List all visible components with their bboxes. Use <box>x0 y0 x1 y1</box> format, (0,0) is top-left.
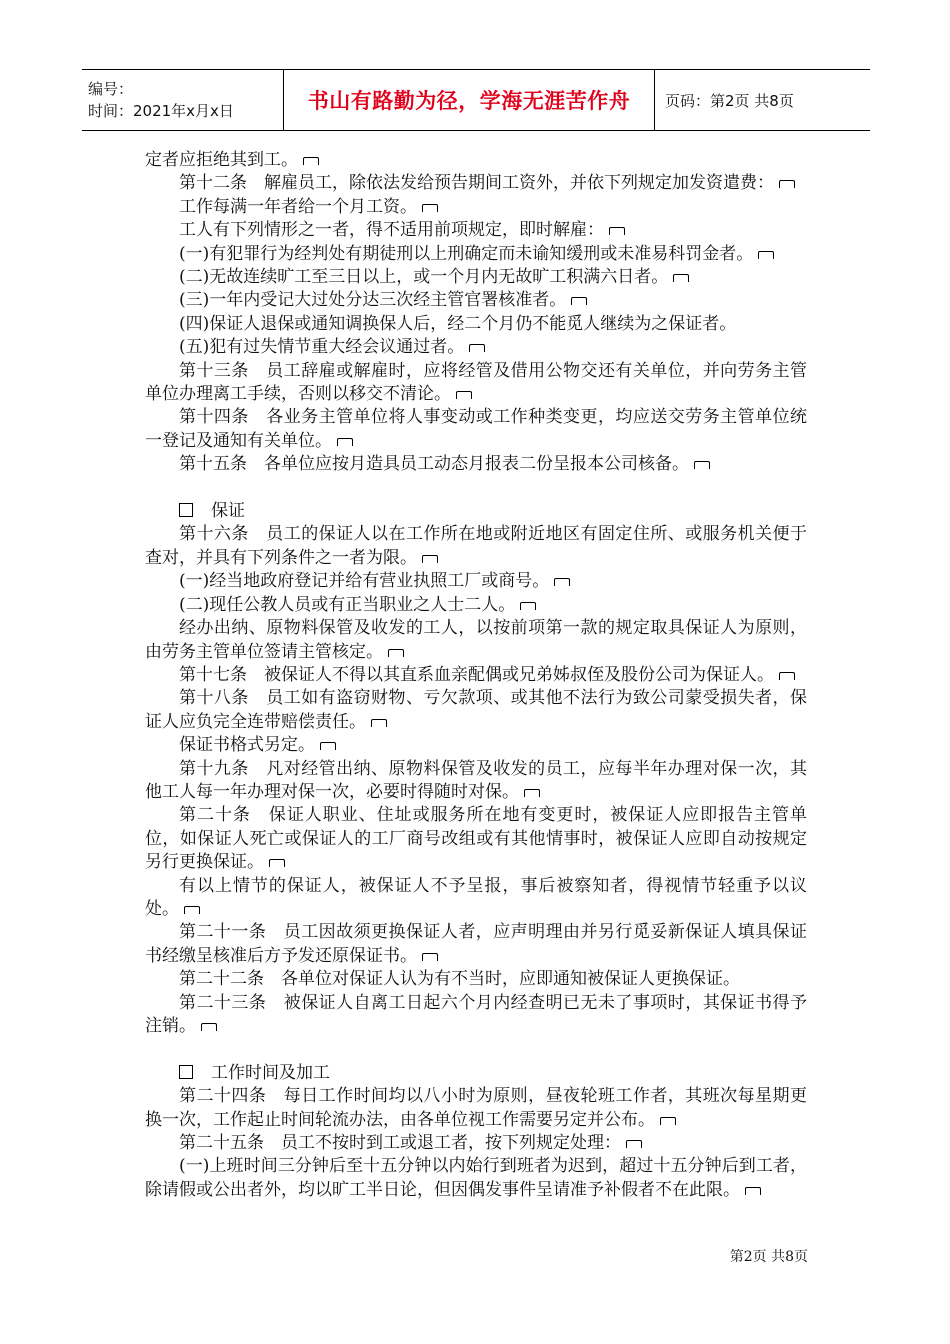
paragraph-text: 经办出纳、原物料保管及收发的工人，以按前项第一款的规定取具保证人为原则，由劳务主管单位签请主管核定。 <box>145 618 807 662</box>
checkbox-icon <box>179 503 193 517</box>
paragraph <box>145 734 807 757</box>
section-spacer <box>145 1038 807 1061</box>
paragraph-mark-icon <box>388 649 404 657</box>
paragraph <box>145 921 807 968</box>
paragraph <box>145 1155 807 1202</box>
paragraph-mark-icon <box>320 742 336 750</box>
paragraph <box>145 804 807 874</box>
paragraph <box>145 1085 807 1132</box>
paragraph <box>145 149 807 172</box>
header-page-info: 页码：第2页 共8页 <box>665 91 794 110</box>
paragraph <box>145 758 807 805</box>
paragraph-text: 第十八条 员工如有盗窃财物、亏欠款项、或其他不法行为致公司蒙受损失者，保证人应负完全连带赔偿责任。 <box>145 688 807 732</box>
paragraph-mark-icon <box>422 953 438 961</box>
page-footer <box>730 1246 808 1266</box>
article-group-dismissal <box>145 149 807 477</box>
paragraph <box>145 406 807 453</box>
paragraph-text: 第二十四条 每日工作时间均以八小时为原则，昼夜轮班工作者，其班次每星期更换一次，工作起止时间轮流办法，由各单位视工作需要另定并公布。 <box>145 1086 807 1130</box>
section-title: 保证 <box>211 501 245 522</box>
paragraph-mark-icon <box>779 180 795 188</box>
section-spacer <box>145 477 807 500</box>
header-page-info-cell <box>655 70 870 130</box>
paragraph <box>145 266 807 289</box>
paragraph-text: (一)经当地政府登记并给有营业执照工厂或商号。 <box>179 571 550 592</box>
paragraph-mark-icon <box>469 344 485 352</box>
paragraph <box>145 336 807 359</box>
paragraph-text: 第十二条 解雇员工，除依法发给预告期间工资外，并依下列规定加发资遣费： <box>179 173 774 194</box>
paragraph-text: 第二十五条 员工不按时到工或退工者，按下列规定处理： <box>179 1133 621 1154</box>
paragraph <box>145 594 807 617</box>
paragraph <box>145 453 807 476</box>
paragraph <box>145 617 807 664</box>
paragraph-text: (二)无故连续旷工至三日以上，或一个月内无故旷工积满六日者。 <box>179 267 669 288</box>
paragraph-mark-icon <box>779 672 795 680</box>
paragraph <box>145 875 807 922</box>
header-meta <box>82 70 283 130</box>
paragraph <box>145 289 807 312</box>
paragraph <box>145 1132 807 1155</box>
paragraph-mark-icon <box>626 1140 642 1148</box>
paragraph-text: (四)保证人退保或通知调换保人后，经二个月仍不能觅人继续为之保证者。 <box>179 313 737 334</box>
paragraph-text: 第十五条 各单位应按月造具员工动态月报表二份呈报本公司核备。 <box>179 454 689 475</box>
paragraph-mark-icon <box>337 438 353 446</box>
paragraph-mark-icon <box>520 602 536 610</box>
paragraph <box>145 523 807 570</box>
paragraph-mark-icon <box>456 391 472 399</box>
paragraph-text: 第十四条 各业务主管单位将人事变动或工作种类变更，均应送交劳务主管单位统一登记及通知有关单位。 <box>145 407 807 451</box>
paragraph <box>145 687 807 734</box>
paragraph <box>145 360 807 407</box>
document-body <box>145 149 807 1202</box>
paragraph-mark-icon <box>758 251 774 259</box>
paragraph-text: 第二十二条 各单位对保证人认为有不当时，应即通知被保证人更换保证。 <box>179 969 740 990</box>
section-heading-guarantee <box>145 500 807 523</box>
paragraph-mark-icon <box>303 157 319 165</box>
paragraph-text: 工作每满一年者给一个月工资。 <box>179 196 417 217</box>
paragraph-text: 保证书格式另定。 <box>179 735 315 756</box>
paragraph-text: 第十九条 凡对经管出纳、原物料保管及收发的员工，应每半年办理对保一次，其他工人每一年办理对保一次，必要时得随时对保。 <box>145 758 807 802</box>
checkbox-icon <box>179 1065 193 1079</box>
paragraph-mark-icon <box>269 859 285 867</box>
paragraph <box>145 196 807 219</box>
paragraph-text: (二)现任公教人员或有正当职业之人士二人。 <box>179 594 516 615</box>
header-motto-cell <box>283 70 655 130</box>
paragraph <box>145 172 807 195</box>
paragraph-mark-icon <box>745 1187 761 1195</box>
paragraph-mark-icon <box>609 227 625 235</box>
section-title: 工作时间及加工 <box>211 1062 330 1083</box>
paragraph-mark-icon <box>422 204 438 212</box>
paragraph-text: 第十三条 员工辞雇或解雇时，应将经管及借用公物交还有关单位，并向劳务主管单位办理离工手续，否则以移交不清论。 <box>145 360 807 405</box>
document-date: 时间：2021年x月x日 <box>88 102 234 120</box>
paragraph-text: 第二十条 保证人职业、住址或服务所在地有变更时，被保证人应即报告主管单位，如保证人死亡或保证人的工厂商号改组或有其他情事时，被保证人应即自动按规定另行更换保证。 <box>145 805 807 873</box>
paragraph-text: 第十六条 员工的保证人以在工作所在地或附近地区有固定住所、或服务机关便于查对，并具有下列条件之一者为限。 <box>145 524 807 568</box>
footer-page-label: 第2页 共8页 <box>729 1249 808 1265</box>
paragraph-mark-icon <box>371 719 387 727</box>
paragraph-text: 第二十一条 员工因故须更换保证人者，应声明理由并另行觅妥新保证人填具保证书经缴呈核准后方予发还原保证书。 <box>145 922 807 966</box>
paragraph-mark-icon <box>694 461 710 469</box>
paragraph <box>145 219 807 242</box>
paragraph-mark-icon <box>554 578 570 586</box>
paragraph-text: 工人有下列情形之一者，得不适用前项规定，即时解雇： <box>179 220 604 241</box>
paragraph-text: 定者应拒绝其到工。 <box>145 150 298 170</box>
paragraph-mark-icon <box>571 297 587 305</box>
paragraph-mark-icon <box>422 555 438 563</box>
paragraph <box>145 968 807 991</box>
paragraph-text: 有以上情节的保证人，被保证人不予呈报，事后被察知者，得视情节轻重予以议处。 <box>145 875 807 919</box>
paragraph <box>145 992 807 1039</box>
paragraph-mark-icon <box>201 1023 217 1031</box>
paragraph <box>145 313 807 336</box>
article-group-guarantee <box>145 523 807 1038</box>
section-heading-worktime <box>145 1062 807 1085</box>
article-group-worktime <box>145 1085 807 1202</box>
page-header <box>82 69 870 131</box>
paragraph-text: (三)一年内受记大过处分达三次经主管官署核准者。 <box>179 290 567 311</box>
paragraph-text: 第二十三条 被保证人自离工日起六个月内经查明已无未了事项时，其保证书得予注销。 <box>145 992 807 1037</box>
paragraph-text: (五)犯有过失情节重大经会议通过者。 <box>179 337 465 358</box>
paragraph-text: (一)上班时间三分钟后至十五分钟以内始行到班者为迟到，超过十五分钟后到工者，除请假或公出者外，均以旷工半日论，但因偶发事件呈请准予补假者不在此限。 <box>145 1156 807 1200</box>
paragraph-text: 第十七条 被保证人不得以其直系血亲配偶或兄弟姊叔侄及股份公司为保证人。 <box>179 664 774 685</box>
paragraph <box>145 570 807 593</box>
paragraph <box>145 664 807 687</box>
paragraph-mark-icon <box>673 274 689 282</box>
paragraph-text: (一)有犯罪行为经判处有期徒刑以上刑确定而未谕知缓刑或未准易科罚金者。 <box>179 243 754 264</box>
paragraph-mark-icon <box>524 789 540 797</box>
paragraph <box>145 243 807 266</box>
document-number-label: 编号： <box>88 80 134 98</box>
header-motto: 书山有路勤为径，学海无涯苦作舟 <box>307 89 631 113</box>
paragraph-mark-icon <box>660 1117 676 1125</box>
paragraph-mark-icon <box>184 906 200 914</box>
